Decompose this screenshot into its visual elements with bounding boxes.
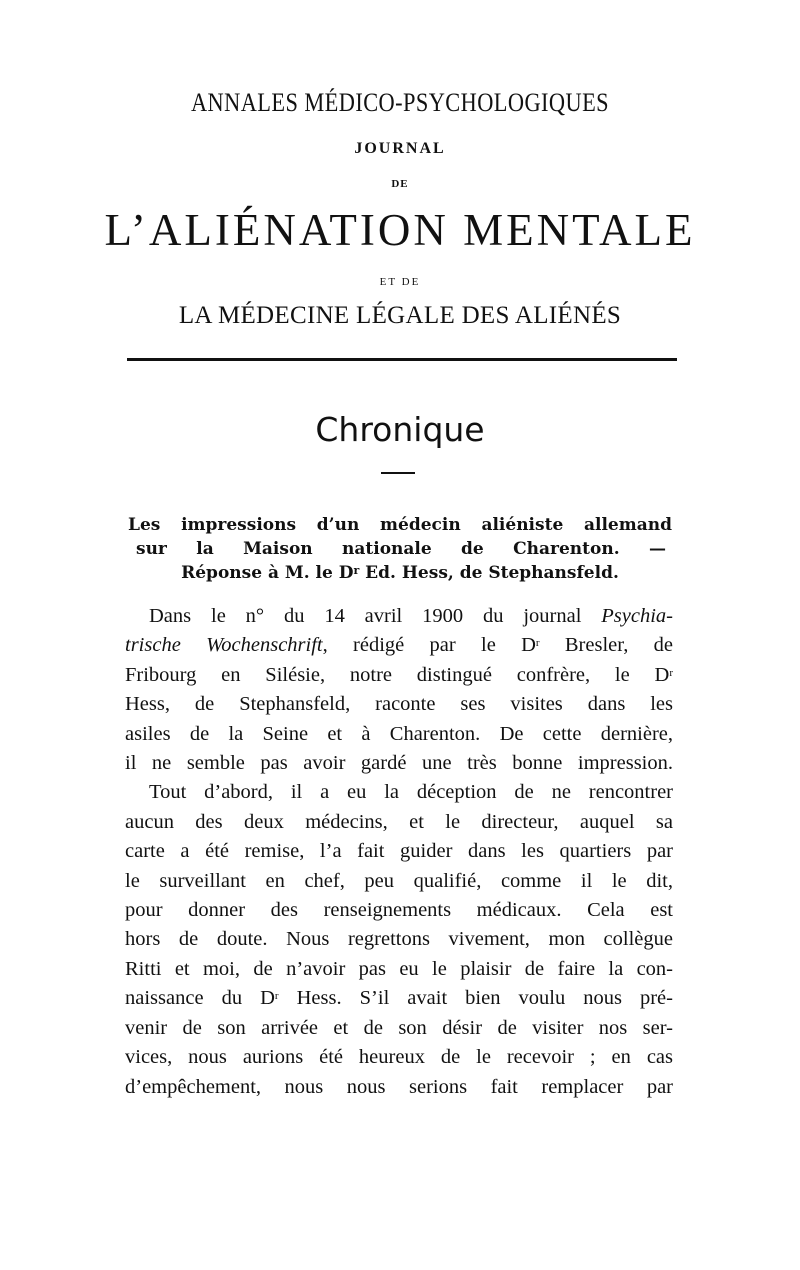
journal-medecine-title: LA MÉDECINE LÉGALE DES ALIÉNÉS	[178, 302, 622, 329]
body-line: pour donner des renseignements médicaux. Cela est	[125, 899, 673, 922]
body-line: aucun des deux médecins, et le directeur, auquel sa	[125, 810, 673, 833]
body-text-span: Fribourg en Silésie, notre distingué confrère, le D	[125, 663, 670, 686]
headline-line-1: Les impressions d’un médecin aliéniste allemand	[128, 515, 672, 535]
body-line	[125, 602, 673, 631]
body-line: il ne semble pas avoir gardé une très bonne impression.	[125, 752, 673, 775]
journal-name-italic: trische Wochenschrift	[125, 634, 323, 657]
journal-de: DE	[391, 178, 409, 190]
body-line: venir de son arrivée et de son désir de visiter nos ser-	[125, 1016, 673, 1039]
body-text-span: Dans le n° du 14 avril 1900 du journal	[149, 605, 602, 627]
section-title: Chronique	[315, 410, 485, 449]
header-divider	[127, 358, 677, 361]
headline-line-3-b: Ed. Hess, de Stephansfeld.	[359, 563, 619, 583]
body-text-span: Hess. S’il avait bien voulu nous pré-	[278, 987, 673, 1010]
body-line: hors de doute. Nous regrettons vivement, mon collègue	[125, 928, 673, 951]
headline-line-3-a: Réponse à M. le D	[181, 563, 354, 583]
journal-title: ANNALES MÉDICO-PSYCHOLOGIQUES	[190, 88, 610, 117]
body-line	[125, 661, 673, 690]
body-sup: r	[274, 990, 279, 1003]
article-headline	[128, 513, 672, 585]
body-line	[125, 984, 673, 1013]
body-line: Hess, de Stephansfeld, raconte ses visites dans les	[125, 693, 673, 716]
body-line: Ritti et moi, de n’avoir pas eu le plaisir de faire la con-	[125, 957, 673, 980]
body-sup: r	[535, 637, 540, 650]
headline-line-3	[128, 561, 672, 585]
body-line: d’empêchement, nous nous serions fait remplacer par	[125, 1075, 673, 1098]
body-sup: r	[669, 666, 673, 679]
journal-name-italic: Psychia-	[601, 605, 673, 627]
body-line: carte a été remise, l’a fait guider dans les quartiers par	[125, 840, 673, 863]
headline-sup: r	[353, 564, 360, 577]
body-line: vices, nous aurions été heureux de le recevoir ; en cas	[125, 1046, 673, 1069]
section-divider	[381, 472, 415, 474]
body-line: Tout d’abord, il a eu la déception de ne rencontrer	[149, 781, 673, 804]
body-line	[125, 631, 673, 660]
article-body	[125, 602, 673, 1102]
journal-subtitle: JOURNAL	[354, 140, 446, 157]
journal-et-de: ET DE	[379, 276, 421, 288]
body-line: le surveillant en chef, peu qualifié, comme il le dit,	[125, 869, 673, 892]
headline-line-2: sur la Maison nationale de Charenton. —	[136, 539, 666, 559]
body-text-span: , rédigé par le D	[322, 634, 536, 657]
body-line: asiles de la Seine et à Charenton. De cette dernière,	[125, 722, 673, 745]
main-title: L’ALIÉNATION MENTALE	[104, 205, 696, 255]
body-text-span: naissance du D	[125, 987, 275, 1010]
body-text-span: Bresler, de	[539, 634, 674, 657]
